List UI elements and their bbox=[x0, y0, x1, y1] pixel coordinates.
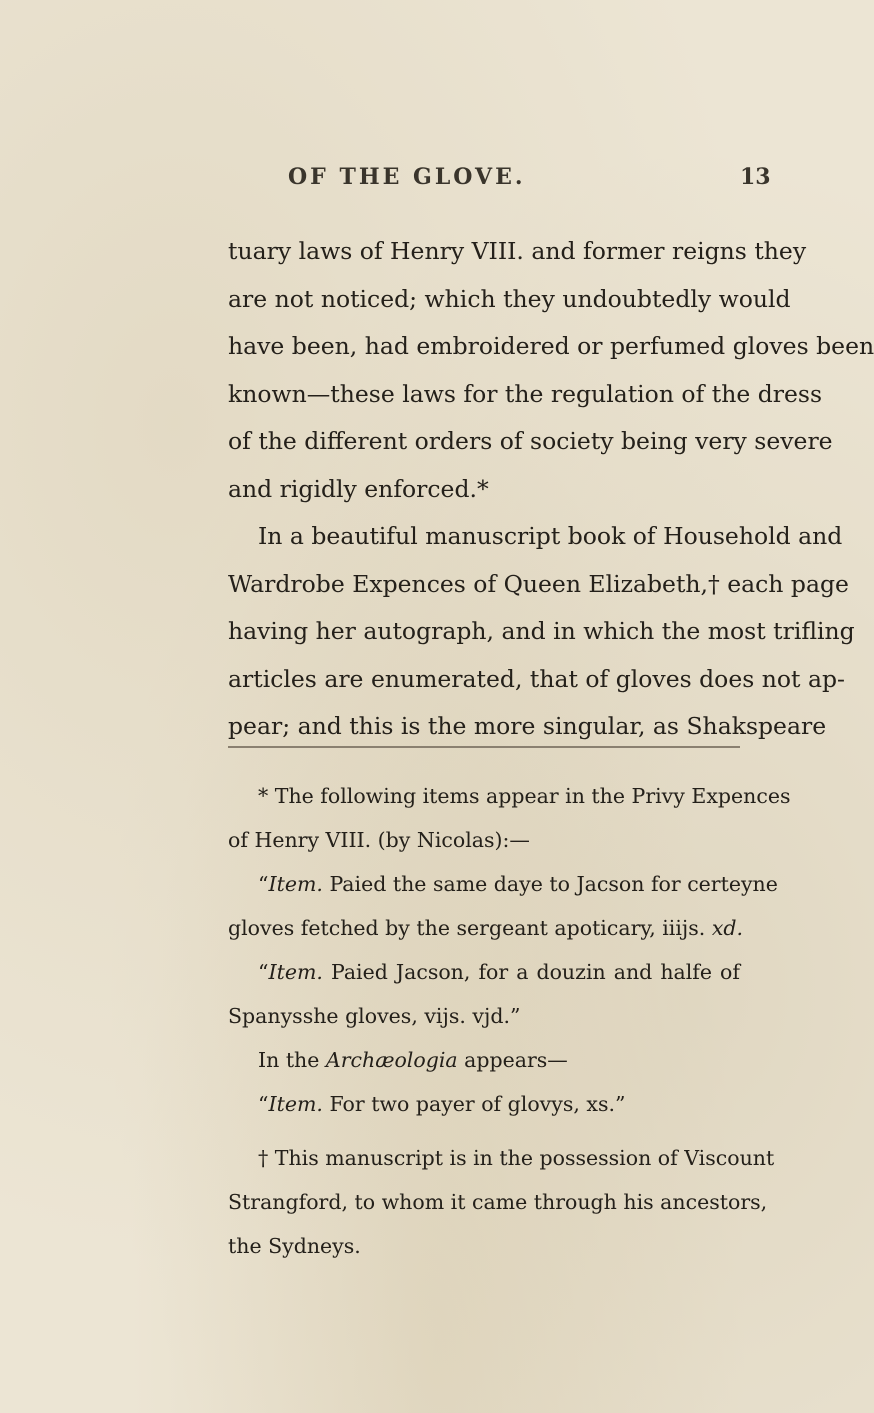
open-quote: “ bbox=[258, 872, 269, 896]
item-label: Item. bbox=[268, 960, 323, 984]
body-line: pear; and this is the more singular, as Shakspeare bbox=[228, 712, 827, 740]
footnote-line bbox=[228, 1038, 740, 1082]
body-line: In a beautiful manuscript book of Household and bbox=[258, 522, 843, 550]
item-text: gloves fetched by the sergeant apoticary, iiijs. bbox=[228, 916, 712, 940]
footnotes bbox=[228, 774, 791, 1268]
archaeologia-title: Archæologia bbox=[325, 1048, 458, 1072]
footnote-line bbox=[228, 862, 778, 906]
archaeologia-pre: In the bbox=[258, 1048, 326, 1072]
running-head bbox=[0, 164, 800, 194]
archaeologia-post: appears— bbox=[457, 1048, 568, 1072]
running-title: OF THE GLOVE. bbox=[288, 164, 526, 190]
body-line: having her autograph, and in which the most trifling bbox=[228, 617, 855, 645]
body-line: of the different orders of society being very severe bbox=[228, 427, 833, 455]
footnote-line: † This manuscript is in the possession of Viscount bbox=[258, 1146, 775, 1170]
page-number: 13 bbox=[740, 164, 771, 190]
body-line: Wardrobe Expences of Queen Elizabeth,† each page bbox=[228, 569, 849, 598]
body-text bbox=[228, 228, 874, 751]
body-line: have been, had embroidered or perfumed gloves been bbox=[228, 332, 874, 360]
open-quote: “ bbox=[258, 960, 269, 984]
item-label: Item. bbox=[268, 872, 323, 896]
body-line: articles are enumerated, that of gloves does not ap- bbox=[228, 664, 845, 693]
open-quote: “ bbox=[258, 1092, 269, 1116]
footnote-line: Spanysshe gloves, vijs. vjd.” bbox=[228, 1004, 521, 1028]
footnote-line: the Sydneys. bbox=[228, 1234, 361, 1258]
footnote-divider bbox=[228, 746, 740, 748]
item-label: Item. bbox=[268, 1092, 323, 1116]
item-text: Paied the same daye to Jacson for certeyne bbox=[322, 872, 778, 896]
item-amount: xd. bbox=[711, 916, 744, 940]
item-text: For two payer of glovys, xs.” bbox=[322, 1092, 626, 1116]
footnote-line bbox=[228, 1082, 740, 1126]
body-line: known—these laws for the regulation of the dress bbox=[228, 379, 823, 408]
footnote-line: of Henry VIII. (by Nicolas):— bbox=[228, 828, 530, 852]
body-line: tuary laws of Henry VIII. and former reigns they bbox=[228, 237, 807, 265]
footnote-line: * The following items appear in the Privy Expences bbox=[258, 784, 791, 808]
footnote-line bbox=[228, 950, 740, 994]
item-text: Paied Jacson, for a douzin and halfe of bbox=[322, 960, 740, 984]
footnote-line bbox=[228, 906, 744, 950]
body-line: are not noticed; which they undoubtedly would bbox=[228, 284, 791, 313]
body-line: and rigidly enforced.* bbox=[228, 474, 489, 503]
footnote-line: Strangford, to whom it came through his ancestors, bbox=[228, 1190, 768, 1214]
